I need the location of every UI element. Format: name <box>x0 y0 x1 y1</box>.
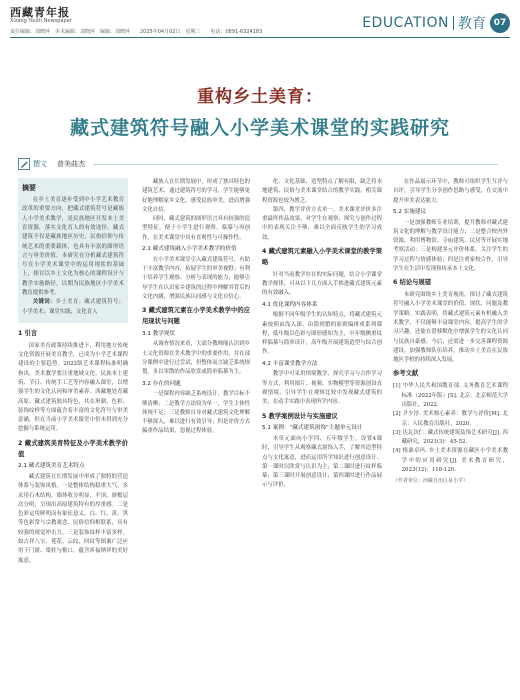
paragraph: 藏式建筑在长期发展中形成了独特的营造体系与装饰风格。一是整体结构稳重大气，多采用石木结构，墙体收分明显，平顶、窗檐层次分明，呈现出高原建筑特有的厚重感。二是色彩运用鲜明而有象征意义，白、红、黄、黑等色彩常与宗教观念、民俗信仰相联系，具有较强的视觉冲击力。三是装饰纹样丰富多样，如吉祥八宝、莲花、云纹、回纹等图案广泛应用于门窗、梁柱与檐口，蕴含祈福纳祥的美好寓意。 <box>18 473 128 564</box>
subsection-heading: 4.2 丰富课堂教学方法 <box>262 360 318 367</box>
pen-icon <box>18 158 30 170</box>
subsection-heading: 4.1 优化课程内容体系 <box>262 301 318 308</box>
article-column-3 <box>262 178 382 688</box>
paragraph: 在作品展示环节中，教师可组织学生互评与自评，引导学生分享创作思路与感受，在交流中提升审美表达能力。 <box>393 179 508 204</box>
paragraph: 同时，藏式建筑的图形语言具有较强的造型特征，便于小学生进行观察、临摹与再创作，在美术课堂中具有直观性与可操作性。 <box>142 216 250 241</box>
subsection-heading: 5.1 案例：“藏式建筑窗饰”主题单元设计 <box>262 425 363 432</box>
references-heading: 参考文献 <box>393 370 419 378</box>
article-sub-title: 藏式建筑符号融入小学美术课堂的实践研究 <box>69 117 450 139</box>
subsection-heading: 2.1 藏式建筑美育艺术特点 <box>18 463 85 470</box>
paragraph: 一是课程内容缺乏系统设计，教学目标不够清晰；二是教学方法较为单一，学生主体性体现不足；三是教师自身对藏式建筑文化理解不够深入，难以进行有效引导；四是评价方式偏重作品结果，忽视过程体验。 <box>142 391 250 435</box>
article-title-block <box>0 82 520 140</box>
page-number-badge: 07 <box>490 13 510 33</box>
abstract-box <box>18 178 128 323</box>
keywords-text: 乡土美育；藏式建筑符号；小学美术；课堂实践；文化育人 <box>22 299 124 315</box>
newspaper-masthead-en: Xizang Youth Newspaper <box>10 18 72 24</box>
abstract-title: 摘要 <box>22 183 36 192</box>
reference-item: [3] 达瓦次仁. 藏式传统建筑装饰艺术研究[J]. 西藏研究，2021(3)：45-52. <box>393 429 508 446</box>
subsection-heading: 2.2 藏式建筑融入小学美术教学的价值 <box>142 246 237 253</box>
paragraph: 教学中可采用情境教学、探究学习与合作学习等方式，利用图片、视频、实物模型等资源创设直观情境，引导学生在观察比较中发现藏式建筑的美，在动手实践中表现所学内容。 <box>262 371 382 406</box>
paragraph: 国家美育政策持续推进下，利用地方传统文化资源开展美育教学，已成为小学艺术课程建设的主要趋势。2022版艺术课程标准明确指出，美术教学要注重地域文化、民族本土建筑、节日、传统手工艺等内容融入课堂，以增强学生的文化认同和审美素养。西藏地处青藏高原，藏式建筑独具特色，其在形制、色彩、装饰纹样等方面蕴含着丰富的文化符号与审美意涵，但在当前小学美术课堂中仍未得到充分挖掘与系统运用。 <box>18 342 128 433</box>
issue-info: 责任编辑：刘晓萍 美术编辑：刘晓萍 编辑：刘晓萍 2025年04月02日 星期三 电话：0891-6324183 <box>10 29 263 35</box>
section-label-zh: 教育 <box>458 16 486 32</box>
section-heading: 2 藏式建筑美育特征及小学美术教学价值 <box>18 439 128 458</box>
subsection-heading: 5.2 实施建议 <box>393 208 427 215</box>
reference-item: [1] 中华人民共和国教育部. 义务教育艺术课程标准（2022年版）[S]. 北京：北京师范大学出版社，2022. <box>393 383 508 408</box>
section-divider <box>453 16 454 30</box>
reference-item: [2] 尹少淳. 美术核心素养：教学与评价[M]. 北京：人民教育出版社，2020. <box>393 411 508 427</box>
paragraph: 根据不同年级学生的认知特点，将藏式建筑元素按照由浅入深、由简到繁的原则编排成系列课程，低年级以色彩与图形感知为主，中年级侧重纹样临摹与简单设计，高年级开展建筑造型与综合创作。 <box>262 312 382 356</box>
section-heading: 1 引言 <box>18 329 38 337</box>
author-affiliation-note: （作者单位：西藏自治区某小学） <box>393 478 469 485</box>
page-header <box>0 0 520 52</box>
paragraph: 一是加强教师专业培训，提升教师对藏式建筑文化的理解与教学设计能力；二是整合校内外资源，利用博物馆、寺庙建筑、民居等开展实地考察活动；三是构建多元评价体系，关注学生的学习过程与情感体验；四是注重家校合作，引导学生在生活中发现和传承本土文化。 <box>393 219 508 272</box>
keywords-label: 关键词： <box>32 299 56 306</box>
paragraph: 在小学美术课堂引入藏式建筑符号，有助于丰富教学内容，拓展学生的审美视野；有利于培养学生观察、分析与表现的能力；能够引导学生在认识家乡建筑的过程中理解其背后的文化内涵，增强民族认同感与文化自信心。 <box>142 256 250 300</box>
author-name: 普美曲杰 <box>57 160 85 168</box>
abstract-body: 在乡土美育逐步受到中小学艺术教育改革的重要方向，把藏式建筑符号是藏族人小学美术教学，是民族地区开发本土美育资源，落实文化育人的有效途径。藏式建筑不仅是藏族地区历史、民俗信仰与传统艺术的重要载体，也具有丰富的图形语言与审美价值。本研究在分析藏式建筑符号在小学美术课堂中的运用现状的基础上，探讨以乡土文化为核心的课程设计与教学实施路径，以期为民族地区小学美术教育提供参考。 <box>22 197 124 296</box>
paragraph: 第四，教学评价方式单一。美术课堂评价多注重最终作品效果，对学生在观察、探究与创作过程中的表现关注不够，难以全面反映学生的学习成效。 <box>262 206 382 241</box>
subsection-heading: 3.1 教学现状 <box>142 330 176 337</box>
section-label-en: EDUCATION <box>362 15 449 31</box>
reference-item: [4] 格桑卓玛. 乡土美术资源在藏区小学美术教学中的应用研究[J]. 美术教育研究，2023(12)：118-120. <box>393 448 508 473</box>
article-column-2 <box>142 178 250 688</box>
keywords-line <box>22 298 124 317</box>
paragraph: 化、文化基础、造型特点了解有限，缺乏将本地建筑、民俗与美术课堂结合的教学实践，相关课程资源也较为匮乏。 <box>262 179 382 204</box>
author-label: 撰文 <box>33 160 47 168</box>
paragraph: 藏族人在长期发展中，形成了独具特色的建筑艺术，通过建筑符号的学习，学生能够更好地理解家乡文化、感受民族审美，进而增强文化自信。 <box>142 179 250 213</box>
section-heading: 4 藏式建筑元素融入小学美术课堂的教学策略 <box>262 248 382 266</box>
section-tab <box>362 12 510 34</box>
article-main-title: 重构乡土美育： <box>197 87 323 107</box>
paragraph: 本单元面向小学四、五年级学生，设置4课时，引导学生从观察藏式窗饰入手，了解其造型特点与文化寓意，进而运用所学知识进行创意设计。第一课时以欣赏与认识为主；第二课时进行纹样临摹；第三课时开展创意设计；第四课时进行作品展示与评价。 <box>262 435 382 489</box>
section-heading: 6 结论与展望 <box>393 279 432 287</box>
section-heading: 3 藏式建筑元素在小学美术教学中的应用现状与问题 <box>142 307 250 325</box>
author-rule <box>93 164 498 165</box>
author-bar <box>18 158 498 170</box>
article-column-1 <box>18 178 128 688</box>
section-heading: 5 教学案例设计与实施建议 <box>262 412 338 420</box>
newspaper-masthead: 西藏青年报 <box>10 6 70 19</box>
header-rule <box>10 37 510 38</box>
paragraph: 从调查情况来看，大部分教师能认识到乡土文化资源在美术教学中的重要作用，并在部分课例中进行过尝试，但整体而言缺乏系统规划，多以零散的作品欣赏或简单临摹为主。 <box>142 341 250 376</box>
paragraph: 本研究围绕乡土美育视角，探讨了藏式建筑符号融入小学美术课堂的价值、现状、问题及教学策略。实践表明，将藏式建筑元素有机融入美术教学，不仅能够丰富课堂内容、提高学生的学习兴趣，还能在潜移默化中增强学生的文化认同与民族自豪感。今后，还需进一步完善课程资源建设，加强教师队伍培养，推动乡土美育在民族地区学校的持续深入发展。 <box>393 292 508 364</box>
subsection-heading: 3.2 存在的问题 <box>142 380 181 387</box>
paragraph: 针对当前教学存在的实际问题，结合小学课堂教学规律，可从以下几方面入手推进藏式建筑元素的有效融入。 <box>262 271 382 297</box>
article-column-4 <box>393 178 508 688</box>
